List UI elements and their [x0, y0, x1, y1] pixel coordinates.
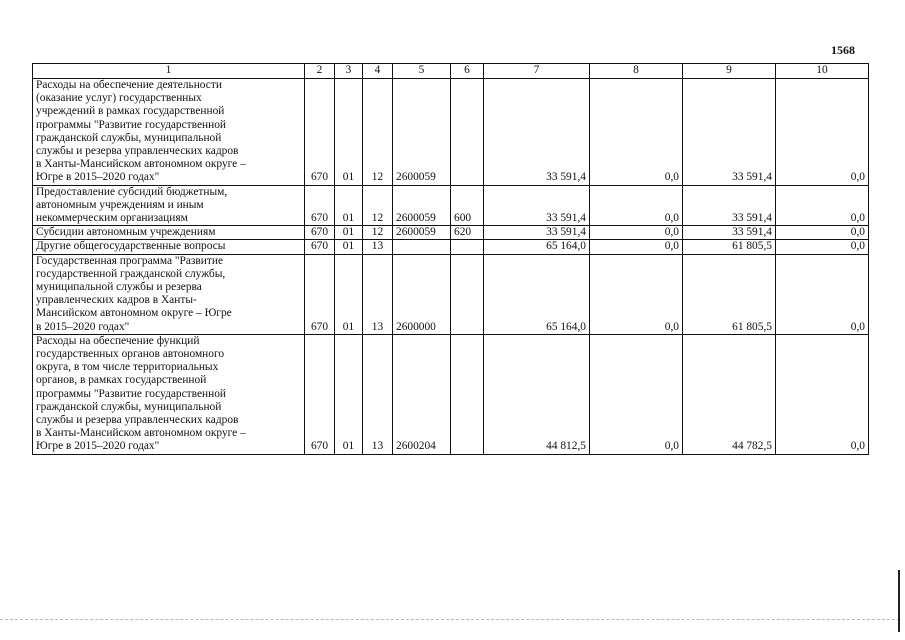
- table-row: [33, 79, 869, 186]
- column-header: 3: [335, 64, 363, 79]
- row-name: Расходы на обеспечение функций государственных органов автономного округа, в том числе территориальных органов, в рамках государственной программы "Развитие государственной гражданской службы, муниципальной службы и резерва управленческих кадров в Ханты-Мансийском автономном округе – Югре в 2015–2020 годах": [33, 334, 305, 454]
- row-name: Государственная программа "Развитие государственной гражданской службы, муниципальной службы и резерва управленческих кадров в Ханты- Мансийском автономном округе – Югре в 2015–2020 годах": [33, 254, 305, 334]
- cell-amount: 44 812,5: [484, 334, 590, 454]
- cell-amount: 0,0: [590, 79, 683, 186]
- cell-amount: 0,0: [590, 185, 683, 226]
- cell-subsection: 12: [363, 185, 393, 226]
- table-row: [33, 226, 869, 240]
- cell-expense-type: [451, 334, 484, 454]
- cell-admin: 670: [305, 254, 335, 334]
- cell-target: 2600059: [393, 226, 451, 240]
- cell-admin: 670: [305, 226, 335, 240]
- scan-artifact-edge: [898, 570, 900, 632]
- cell-target: 2600204: [393, 334, 451, 454]
- page-number: 1568: [831, 43, 855, 57]
- cell-amount: 33 591,4: [484, 226, 590, 240]
- cell-admin: 670: [305, 79, 335, 186]
- column-header: 7: [484, 64, 590, 79]
- header-row: [33, 64, 869, 79]
- cell-target: 2600059: [393, 185, 451, 226]
- cell-amount: 0,0: [590, 254, 683, 334]
- budget-table: [32, 63, 869, 455]
- cell-expense-type: [451, 79, 484, 186]
- cell-expense-type: 620: [451, 226, 484, 240]
- cell-amount: 33 591,4: [683, 226, 776, 240]
- cell-amount: 33 591,4: [484, 79, 590, 186]
- cell-subsection: 13: [363, 240, 393, 254]
- scan-artifact-line: [0, 619, 900, 620]
- row-name: Другие общегосударственные вопросы: [33, 240, 305, 254]
- cell-amount: 0,0: [590, 240, 683, 254]
- cell-amount: 0,0: [776, 334, 869, 454]
- cell-target: 2600000: [393, 254, 451, 334]
- column-header: 1: [33, 64, 305, 79]
- cell-subsection: 12: [363, 79, 393, 186]
- cell-subsection: 13: [363, 254, 393, 334]
- column-header: 6: [451, 64, 484, 79]
- column-header: 4: [363, 64, 393, 79]
- table-row: [33, 240, 869, 254]
- cell-admin: 670: [305, 240, 335, 254]
- cell-amount: 61 805,5: [683, 240, 776, 254]
- column-header: 2: [305, 64, 335, 79]
- cell-target: 2600059: [393, 79, 451, 186]
- column-header: 8: [590, 64, 683, 79]
- cell-expense-type: [451, 240, 484, 254]
- cell-amount: 33 591,4: [484, 185, 590, 226]
- cell-amount: 44 782,5: [683, 334, 776, 454]
- column-header: 9: [683, 64, 776, 79]
- cell-section: 01: [335, 254, 363, 334]
- cell-amount: 0,0: [776, 79, 869, 186]
- row-name: Субсидии автономным учреждениям: [33, 226, 305, 240]
- cell-amount: 33 591,4: [683, 185, 776, 226]
- cell-amount: 0,0: [776, 240, 869, 254]
- cell-amount: 65 164,0: [484, 254, 590, 334]
- cell-section: 01: [335, 226, 363, 240]
- row-name: Предоставление субсидий бюджетным, автономным учреждениям и иным некоммерческим организациям: [33, 185, 305, 226]
- cell-section: 01: [335, 334, 363, 454]
- cell-amount: 0,0: [590, 226, 683, 240]
- table-row: [33, 185, 869, 226]
- cell-amount: 0,0: [776, 254, 869, 334]
- cell-subsection: 13: [363, 334, 393, 454]
- cell-amount: 0,0: [776, 226, 869, 240]
- row-name: Расходы на обеспечение деятельности (оказание услуг) государственных учреждений в рамках государственной программы "Развитие государственной гражданской службы, муниципальной службы и резерва управленческих кадров в Ханты-Мансийском автономном округе – Югре в 2015–2020 годах": [33, 79, 305, 186]
- cell-section: 01: [335, 185, 363, 226]
- column-header: 5: [393, 64, 451, 79]
- cell-amount: 65 164,0: [484, 240, 590, 254]
- cell-amount: 0,0: [776, 185, 869, 226]
- cell-section: 01: [335, 79, 363, 186]
- table-row: [33, 254, 869, 334]
- cell-amount: 61 805,5: [683, 254, 776, 334]
- table-row: [33, 334, 869, 454]
- cell-expense-type: [451, 254, 484, 334]
- cell-amount: 33 591,4: [683, 79, 776, 186]
- cell-section: 01: [335, 240, 363, 254]
- column-header: 10: [776, 64, 869, 79]
- cell-admin: 670: [305, 334, 335, 454]
- cell-amount: 0,0: [590, 334, 683, 454]
- cell-subsection: 12: [363, 226, 393, 240]
- cell-admin: 670: [305, 185, 335, 226]
- cell-target: [393, 240, 451, 254]
- cell-expense-type: 600: [451, 185, 484, 226]
